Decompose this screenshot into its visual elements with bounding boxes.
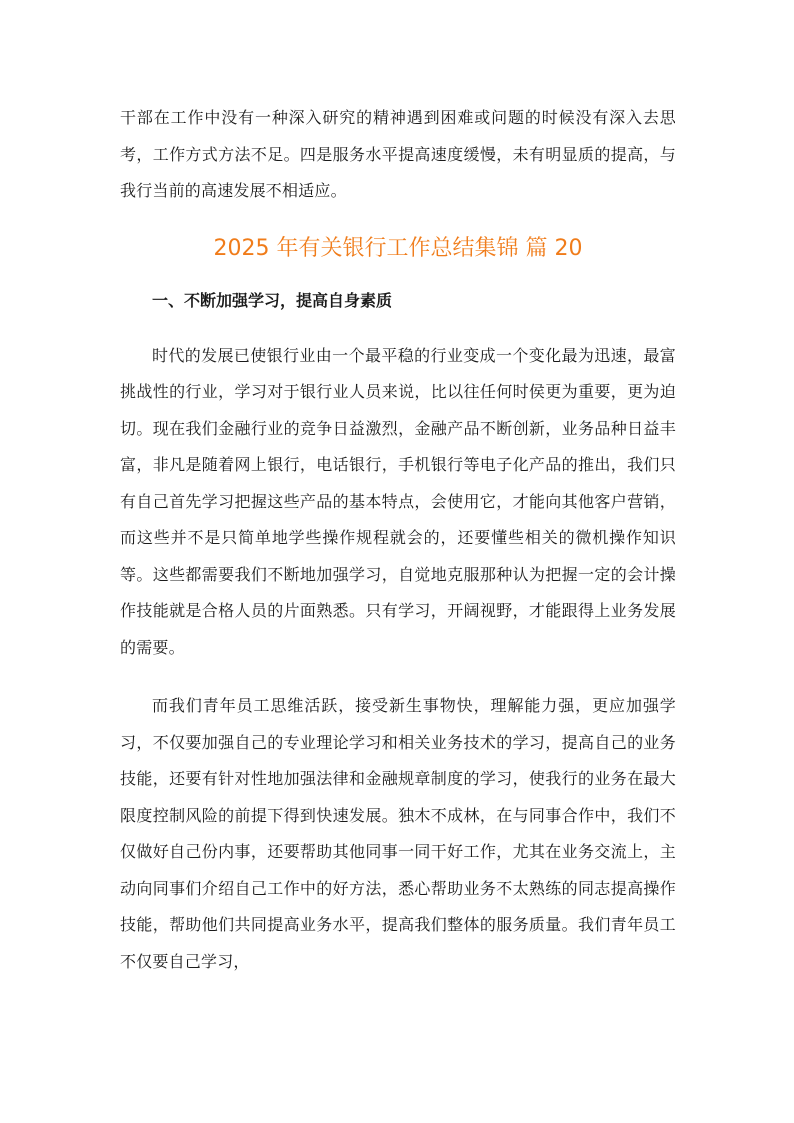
section-heading: 一、不断加强学习，提高自身素质	[152, 290, 393, 310]
paragraph-spacer	[120, 666, 676, 688]
document-page	[120, 100, 676, 980]
intro-paragraph: 干部在工作中没有一种深入研究的精神遇到困难或问题的时候没有深入去思考，工作方式方法不足。四是服务水平提高速度缓慢，未有明显质的提高，与我行当前的高速发展不相适应。	[120, 108, 676, 200]
body-paragraph-1: 时代的发展已使银行业由一个最平稳的行业变成一个变化最为迅速，最富挑战性的行业，学习对于银行业人员来说，比以往任何时侯更为重要，更为迫切。现在我们金融行业的竞争日益激烈，金融产品不断创新，业务品种日益丰富，非凡是随着网上银行，电话银行，手机银行等电子化产品的推出，我们只有自己首先学习把握这些产品的基本特点，会使用它，才能向其他客户营销，而这些并不是只简单地学些操作规程就会的，还要懂些相关的微机操作知识等。这些都需要我们不断地加强学习，自觉地克服那种认为把握一定的会计操作技能就是合格人员的片面熟悉。只有学习，开阔视野，才能跟得上业务发展的需要。	[120, 345, 676, 657]
body-paragraph-2: 而我们青年员工思维活跃，接受新生事物快，理解能力强，更应加强学习，不仅要加强自己的专业理论学习和相关业务技术的学习，提高自己的业务技能，还要有针对性地加强法律和金融规章制度的学习，使我行的业务在最大限度控制风险的前提下得到快速发展。独木不成林，在与同事合作中，我们不仅做好自己份内事，还要帮助其他同事一同干好工作，尤其在业务交流上，主动向同事们介绍自己工作中的好方法，悉心帮助业务不太熟练的同志提高操作技能，帮助他们共同提高业务水平，提高我们整体的服务质量。我们青年员工不仅要自己学习，	[120, 696, 676, 971]
article-title: 2025 年有关银行工作总结集锦 篇 20	[213, 235, 583, 261]
